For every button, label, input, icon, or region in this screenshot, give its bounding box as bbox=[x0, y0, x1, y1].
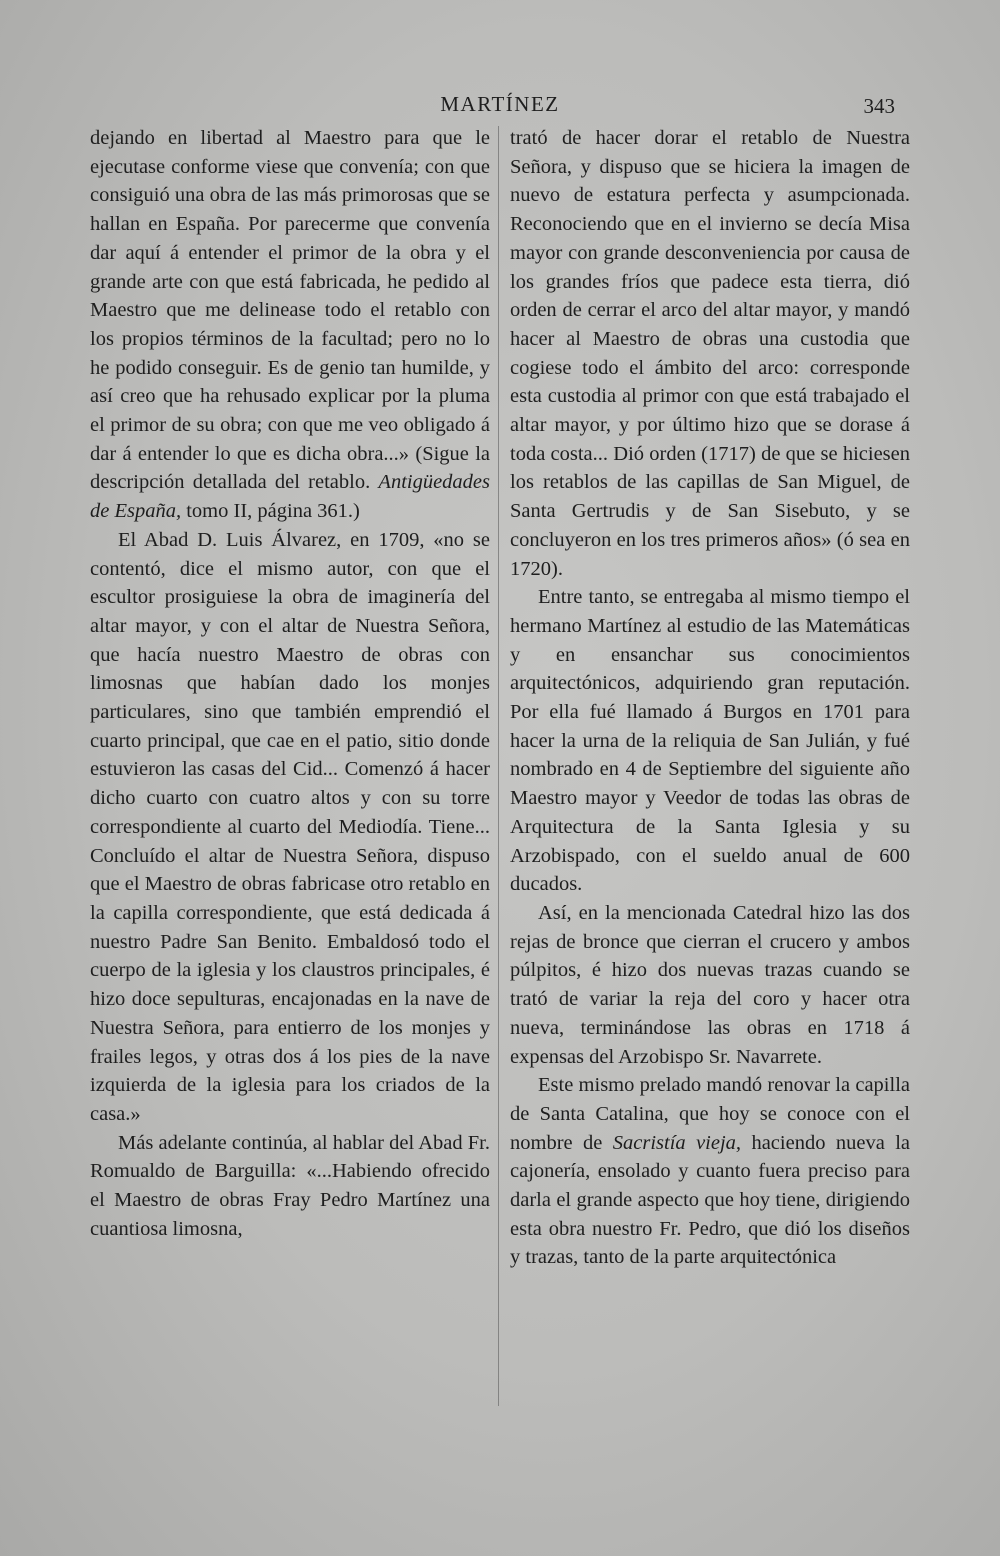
running-title: MARTÍNEZ bbox=[440, 92, 560, 116]
right-paragraph-1: trató de hacer dorar el retablo de Nuestra Señora, y dispuso que se hiciera la imagen de nuevo de estatura perfecta y asumpcionada. Reconociendo que en el invierno se decía Misa mayor con grande desconveniencia por causa de los grandes fríos que padece esta tierra, dió orden de cerrar el arco del altar mayor, y mandó hacer al Maestro de obras una custodia que cogiese todo el ámbito del arco: corresponde esta custodia al primor con que está trabajado el altar mayor, y por último hizo que se dorase á toda costa... Dió orden (1717) de que se hiciesen los retablos de las capillas de San Miguel, de Santa Gertrudis y de San Sisebuto, y se concluyeron en los tres primeros años» (ó sea en 1720). bbox=[510, 127, 910, 580]
left-paragraph-1-end: tomo II, página 361.) bbox=[181, 500, 360, 523]
left-paragraph-1-text: dejando en libertad al Maestro para que le ejecutase conforme viese que convenía; con que consiguió una obra de las más primorosas que se hallan en España. Por parecerme que convenía dar aquí á entender el primor de la obra y el grande arte con que está fabricada, he pedido al Maestro que me delinease todo el retablo con los propios términos de la facultad; pero no lo he podido conseguir. Es de genio tan humilde, y así creo que ha rehusado explicar por la pluma el primor de su obra; con que me veo obligado á dar á entender lo que es dicha obra...» (Sigue la descripción detallada del retablo. bbox=[90, 127, 490, 494]
column-rule bbox=[498, 126, 499, 1406]
right-paragraph-4-italic: Sacristía vieja, bbox=[612, 1131, 742, 1154]
right-paragraph-4-start: Este mismo prelado mandó renovar la capilla de Santa Catalina, que hoy se conoce con el nombre de bbox=[510, 1074, 910, 1154]
right-paragraph-4-end: haciendo nueva la cajonería, ensolado y cuanto fuera preciso para darla el grande aspecto que hoy tiene, dirigiendo esta obra nuestro Fr. Pedro, que dió los diseños y trazas, tanto de la parte arquitectónica bbox=[510, 1131, 910, 1269]
left-paragraph-2: El Abad D. Luis Álvarez, en 1709, «no se contentó, dice el mismo autor, con que el escultor prosiguiese la obra de imaginería del altar mayor, y con el altar de Nuestra Señora, que hacía nuestro Maestro de obras con limosnas que habían dado los monjes particulares, sino que también emprendió el cuarto principal, que cae en el patio, sitio donde estuvieron las casas del Cid... Comenzó á hacer dicho cuarto con cuatro altos y con su torre correspondiente al cuarto del Mediodía. Tiene... Concluído el altar de Nuestra Señora, dispuso que el Maestro de obras fabricase otro retablo en la capilla correspondiente, que está dedicada á nuestro Padre San Benito. Embaldosó todo el cuerpo de la iglesia y los claustros principales, é hizo doce sepulturas, encajonadas en la nave de Nuestra Señora, para entierro de los monjes y frailes legos, y otras dos á los pies de la nave izquierda de la iglesia para los criados de la casa.» bbox=[90, 528, 490, 1125]
left-paragraph-1-italic: Antigüedades de España, bbox=[90, 471, 491, 523]
left-column bbox=[90, 124, 490, 1243]
running-head bbox=[0, 92, 1000, 122]
page-number: 343 bbox=[863, 94, 895, 118]
right-paragraph-4 bbox=[510, 1071, 910, 1272]
left-paragraph-1 bbox=[90, 124, 490, 526]
right-paragraph-3: Así, en la mencionada Catedral hizo las dos rejas de bronce que cierran el crucero y ambos púlpitos, é hizo dos nuevas trazas cuando se trató de variar la reja del coro y hacer otra nueva, terminándose las obras en 1718 á expensas del Arzobispo Sr. Navarrete. bbox=[510, 901, 910, 1068]
left-paragraph-3: Más adelante continúa, al hablar del Abad Fr. Romualdo de Barguilla: «...Habiendo ofrecido el Maestro de obras Fray Pedro Martínez una cuantiosa limosna, bbox=[90, 1131, 490, 1240]
right-column bbox=[510, 124, 910, 1272]
right-paragraph-2: Entre tanto, se entregaba al mismo tiempo el hermano Martínez al estudio de las Matemáticas y en ensanchar sus conocimientos arquitectónicos, adquiriendo gran reputación. Por ella fué llamado á Burgos en 1701 para hacer la urna de la reliquia de San Julián, y fué nombrado en 4 de Septiembre del siguiente año Maestro mayor y Veedor de todas las obras de Arquitectura de la Santa Iglesia y su Arzobispado, con el sueldo anual de 600 ducados. bbox=[510, 586, 910, 896]
